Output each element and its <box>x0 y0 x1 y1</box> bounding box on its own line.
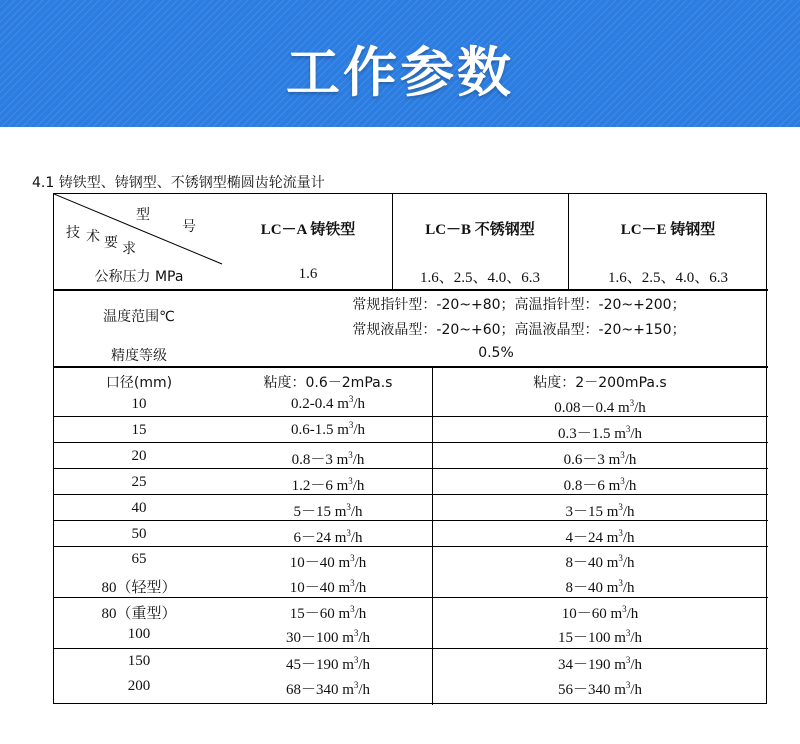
row-high-100: 15－100 $m^3/h$ <box>557 628 643 646</box>
grid-line <box>54 597 768 598</box>
row-dn-65: 65 <box>131 551 147 567</box>
parameter-table <box>53 193 767 704</box>
row-low-40: 5－15 $m^3/h$ <box>293 502 363 520</box>
row-high-20: 0.6－3 $m^3/h$ <box>563 450 637 468</box>
row-high-40: 3－15 $m^3/h$ <box>565 502 635 520</box>
row-low-80-heavy: 15－60 $m^3/h$ <box>289 604 367 622</box>
row-high-50: 4－24 $m^3/h$ <box>565 528 635 546</box>
row-dn-40: 40 <box>131 500 147 516</box>
row-dn-80-heavy: 80（重型） <box>101 606 177 622</box>
temperature-label: 温度范围℃ <box>103 309 175 325</box>
pressure-lc-e: 1.6、2.5、4.0、6.3 <box>607 270 728 286</box>
header-diag-number: 号 <box>182 219 196 235</box>
diameter-header: 口径(mm) <box>105 375 173 391</box>
row-high-10: 0.08－0.4 $m^3/h$ <box>554 398 646 416</box>
row-high-65: 8－40 $m^3/h$ <box>565 553 635 571</box>
row-low-10: 0.2-0.4 $m^3/h$ <box>290 394 366 412</box>
row-dn-150: 150 <box>127 653 151 669</box>
header-banner <box>0 0 800 127</box>
section-divider <box>54 289 768 291</box>
pressure-label: 公称压力 MPa <box>94 269 184 285</box>
row-dn-25: 25 <box>131 474 147 490</box>
accuracy-label: 精度等级 <box>111 348 167 364</box>
row-high-150: 34－190 $m^3/h$ <box>557 655 643 673</box>
grid-line <box>54 648 768 649</box>
temperature-line-1: 常规指针型：-20~+80；高温指针型：-20~+200； <box>352 297 686 313</box>
header-diag-qiu: 求 <box>122 241 136 257</box>
row-dn-200: 200 <box>127 678 151 694</box>
section-divider <box>54 366 768 368</box>
temperature-line-2: 常规液晶型：-20~+60；高温液晶型：-20~+150； <box>352 322 686 338</box>
model-lc-e: LC－E 铸钢型 <box>620 222 716 238</box>
row-low-25: 1.2－6 $m^3/h$ <box>291 476 365 494</box>
header-diag-shu: 术 <box>86 229 100 245</box>
row-dn-20: 20 <box>131 448 147 464</box>
row-dn-50: 50 <box>131 526 147 542</box>
header-diag-tech: 技 <box>66 225 80 241</box>
model-lc-b: LC－B 不锈钢型 <box>425 222 535 238</box>
row-high-80-heavy: 10－60 $m^3/h$ <box>561 604 639 622</box>
row-low-20: 0.8－3 $m^3/h$ <box>291 450 365 468</box>
high-viscosity-header: 粘度：2－200mPa.s <box>533 375 667 391</box>
row-high-200: 56－340 $m^3/h$ <box>557 680 643 698</box>
row-high-25: 0.8－6 $m^3/h$ <box>563 476 637 494</box>
pressure-lc-b: 1.6、2.5、4.0、6.3 <box>419 270 540 286</box>
header-diag-type: 型 <box>136 207 150 223</box>
row-low-15: 0.6-1.5 $m^3/h$ <box>290 420 366 438</box>
model-lc-a: LC－A 铸铁型 <box>260 222 356 238</box>
row-high-80-light: 8－40 $m^3/h$ <box>565 578 635 596</box>
row-dn-10: 10 <box>131 396 147 412</box>
pressure-lc-a: 1.6 <box>298 266 318 282</box>
header-diag-yao: 要 <box>104 235 118 251</box>
row-dn-80-light: 80（轻型） <box>101 580 177 596</box>
row-high-15: 0.3－1.5 $m^3/h$ <box>557 424 643 442</box>
row-dn-15: 15 <box>131 422 147 438</box>
row-low-50: 6－24 $m^3/h$ <box>293 528 363 546</box>
low-viscosity-header: 粘度：0.6－2mPa.s <box>263 375 393 391</box>
row-dn-100: 100 <box>127 626 151 642</box>
row-low-150: 45－190 $m^3/h$ <box>285 655 371 673</box>
row-low-200: 68－340 $m^3/h$ <box>285 680 371 698</box>
banner-title: 工作参数 <box>286 41 514 104</box>
row-low-100: 30－100 $m^3/h$ <box>285 628 371 646</box>
row-low-65: 10－40 $m^3/h$ <box>289 553 367 571</box>
accuracy-value: 0.5% <box>478 345 514 361</box>
row-low-80-light: 10－40 $m^3/h$ <box>289 578 367 596</box>
table-caption: 4.1 铸铁型、铸钢型、不锈钢型椭圆齿轮流量计 <box>32 175 325 191</box>
